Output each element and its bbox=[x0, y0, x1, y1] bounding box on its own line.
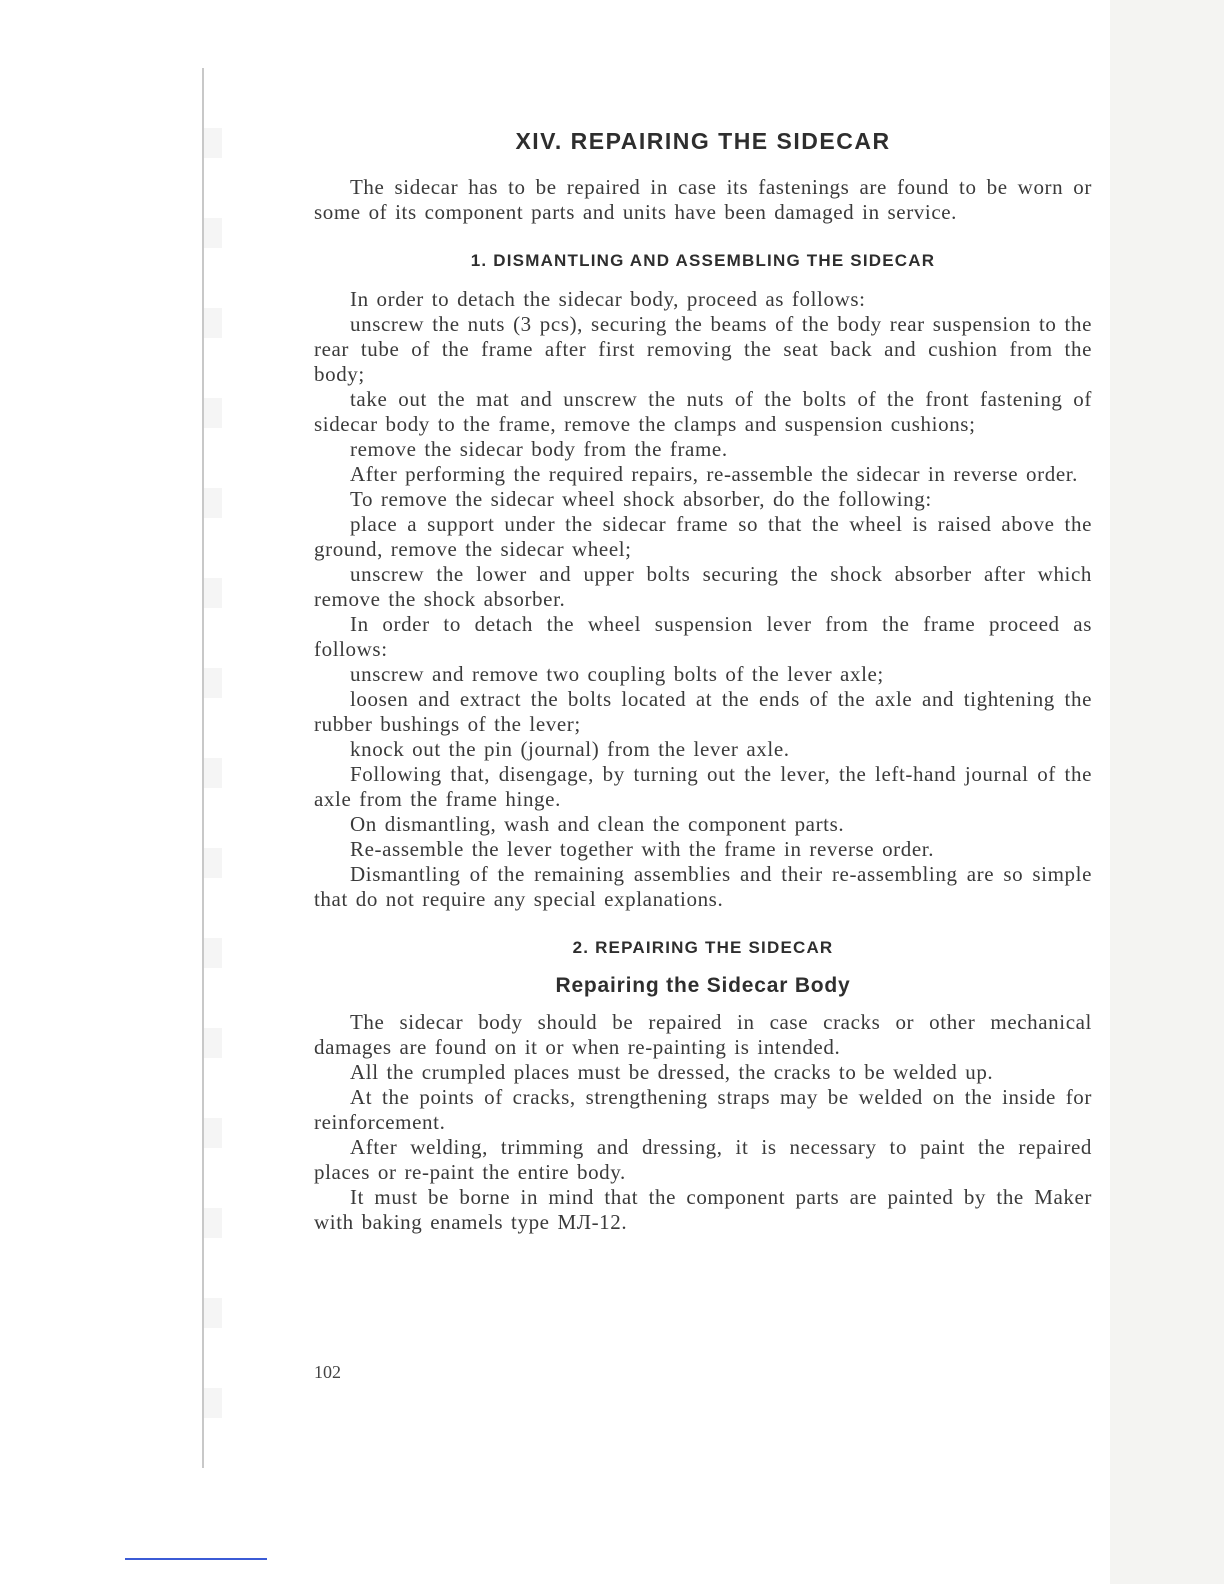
s2-paragraph: All the crumpled places must be dressed, the cracks to be welded up. bbox=[350, 1060, 994, 1084]
s2-paragraph: It must be borne in mind that the component parts are painted by the Maker with baking enamels type МЛ-12. bbox=[314, 1185, 1092, 1234]
s1-paragraph: In order to detach the wheel suspension lever from the frame proceed as follows: bbox=[314, 612, 1092, 661]
intro-paragraph: The sidecar has to be repaired in case its fastenings are found to be worn or some of its component parts and units have been damaged in service. bbox=[314, 175, 1092, 224]
page-number: 102 bbox=[314, 1362, 341, 1382]
s1-paragraph: unscrew and remove two coupling bolts of the lever axle; bbox=[350, 662, 884, 686]
section-2-title: 2. REPAIRING THE SIDECAR bbox=[572, 938, 834, 957]
s1-paragraph: On dismantling, wash and clean the component parts. bbox=[350, 812, 845, 836]
s1-paragraph: knock out the pin (journal) from the lever axle. bbox=[350, 737, 790, 761]
s1-paragraph: unscrew the lower and upper bolts securing the shock absorber after which remove the shock absorber. bbox=[314, 562, 1092, 611]
s1-paragraph: Re-assemble the lever together with the frame in reverse order. bbox=[350, 837, 935, 861]
s1-paragraph: place a support under the sidecar frame so that the wheel is raised above the ground, remove the sidecar wheel; bbox=[314, 512, 1092, 561]
s1-paragraph: remove the sidecar body from the frame. bbox=[350, 437, 728, 461]
subsection-title: Repairing the Sidecar Body bbox=[555, 974, 851, 997]
s1-paragraph: To remove the sidecar wheel shock absorber, do the following: bbox=[350, 487, 932, 511]
s2-paragraph: After welding, trimming and dressing, it is necessary to paint the repaired places or re-paint the entire body. bbox=[314, 1135, 1092, 1184]
s1-paragraph: Following that, disengage, by turning out the lever, the left-hand journal of the axle from the frame hinge. bbox=[314, 762, 1092, 811]
s1-paragraph: take out the mat and unscrew the nuts of the bolts of the front fastening of sidecar body to the frame, remove the clamps and suspension cushions; bbox=[314, 387, 1092, 436]
s1-paragraph: unscrew the nuts (3 pcs), securing the beams of the body rear suspension to the rear tube of the frame after first removing the seat back and cushion from the body; bbox=[314, 312, 1092, 386]
s1-paragraph: Dismantling of the remaining assemblies and their re-assembling are so simple that do not require any special explanations. bbox=[314, 862, 1092, 911]
s2-paragraph: The sidecar body should be repaired in case cracks or other mechanical damages are found on it or when re-painting is intended. bbox=[314, 1010, 1092, 1059]
bottom-rule bbox=[125, 1558, 267, 1560]
chapter-title: XIV. REPAIRING THE SIDECAR bbox=[515, 128, 891, 154]
section-1-title: 1. DISMANTLING AND ASSEMBLING THE SIDECAR bbox=[470, 251, 936, 270]
s1-paragraph: After performing the required repairs, re-assemble the sidecar in reverse order. bbox=[350, 462, 1079, 486]
text-block bbox=[314, 128, 1092, 1235]
binding-edge bbox=[202, 68, 222, 1468]
s2-paragraph: At the points of cracks, strengthening straps may be welded on the inside for reinforcement. bbox=[314, 1085, 1092, 1134]
s1-paragraph: loosen and extract the bolts located at the ends of the axle and tightening the rubber bushings of the lever; bbox=[314, 687, 1092, 736]
s1-paragraph: In order to detach the sidecar body, proceed as follows: bbox=[350, 287, 866, 311]
